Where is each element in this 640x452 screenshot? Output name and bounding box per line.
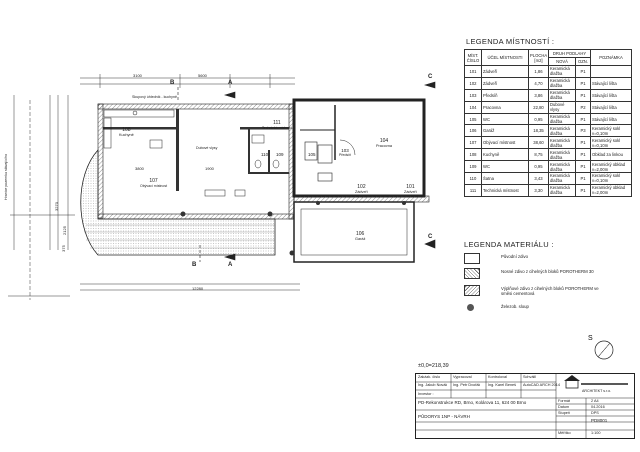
room-cell-num: 110 <box>465 173 482 185</box>
dim-left-1: 3270 <box>53 202 59 211</box>
section-mark-b2: B <box>192 262 197 268</box>
room-cell-note: Stávající lišta <box>591 77 632 89</box>
tb-v2: Ing. Petr Dvořák <box>453 383 481 387</box>
room-label-109: 109 <box>276 152 284 157</box>
material-legend-title: LEGENDA MATERIÁLU : <box>464 240 554 249</box>
room-cell-purpose: WC <box>482 161 529 173</box>
room-cell-note: Keramický obklad v=2,00m <box>591 184 632 196</box>
room-cell-note <box>591 66 632 78</box>
dim-left-3: 375 <box>60 245 66 252</box>
room-cell-area: 1,86 <box>529 66 549 78</box>
room-cell-note: Obklad za linkou <box>591 149 632 161</box>
room-cell-area: 0,95 <box>529 113 549 125</box>
room-cell-purpose: Pracovna <box>482 101 529 113</box>
sanitary-fixtures <box>205 135 279 196</box>
boundary-label: Hranice pozemku stávajícího <box>4 153 8 200</box>
tb-company: ARCHITEKT s.r.o. <box>582 389 612 393</box>
room-cell-floor: Keramická dlažba <box>549 125 576 137</box>
room-label-101: 101 Zádveří <box>404 184 417 194</box>
room-label-107: 107 Obývací místnost <box>140 178 168 188</box>
room-cell-floor: Keramická dlažba <box>549 149 576 161</box>
col-floor-new: NOVÁ <box>549 58 576 66</box>
col-note: POZNÁMKA <box>591 50 632 66</box>
room-legend-row <box>465 184 632 196</box>
room-cell-num: 106 <box>465 125 482 137</box>
room-label-dining: Dubové vlysy <box>196 146 218 150</box>
room-cell-num: 104 <box>465 101 482 113</box>
room-cell-note: Stávající lišta <box>591 113 632 125</box>
room-cell-area: 0,95 <box>529 161 549 173</box>
col-floor-code: OZN. <box>576 58 591 66</box>
room-cell-code: P1 <box>576 161 591 173</box>
section-mark-b1: B <box>170 80 175 86</box>
room-cell-num: 101 <box>465 66 482 78</box>
room-cell-floor: Keramická dlažba <box>549 184 576 196</box>
dim-top-1: 3100 <box>133 73 142 78</box>
room-cell-floor: Keramická dlažba <box>549 77 576 89</box>
room-cell-floor: Keramická dlažba <box>549 66 576 78</box>
room-cell-code: P1 <box>576 173 591 185</box>
tb-h4: Schválil <box>523 375 537 379</box>
room-cell-area: 3,43 <box>529 173 549 185</box>
drawing-sheet: S 108 Kuchyně 111 Technická místnost 107 Obývací místnost Dubové vlysy 110 109 105 103 Předsíň 104 Pracovna 102 Zádveří 101 Zádveří 106 Garáž Skupový úhledník - kuchyně Hranice pozemku stávajícího 12280 3100 5600 3800 1900 3270 2125 375 A A B B C C LEGENDA MÍSTNOSTÍ : MÍST. ČÍSLO ÚČEL MÍSTNOSTI PLOCHA [m2] DRUH PODLAHY POZNÁMKA NOVÁ OZN. 101 Zádveří 1,86 Keramická dlažba P1 102 Zádveří 4,70 Keramická dlažba P1 Stávající lišta 103 Předsíň 3,86 Keramická dlažba P1 Stávající lišta 104 Pracovna 22,80 Dubové vlysy P2 Stávající lišta 105 WC 0,95 Keramická dlažba P1 Stávající lišta 106 Garáž 18,35 Keramická dlažba P3 Keramický sokl v=0,10m 107 Obývací místnost 38,60 Keramická dlažba P1 Keramický sokl v=0,10m 108 Kuchyně 8,75 Keramická dlažba P1 Obklad za linkou 109 WC 0,95 Keramická dlažba P1 Keramický obklad v=2,00m 110 Šatna 3,43 Keramická dlažba P1 Keramický sokl v=0,10m 111 Technická místnost 3,30 Keramická dlažba P1 Keramický obklad v=2,00m LEGENDA MATERIÁLU : Původní zdivo Nosné zdivo z cihelných bloků POROTHERM 30 Výplňové zdivo z cihelných bloků POROTHERM ve směsi cementová Železob. sloup ±0,0=218,39 Zakázk. číslo Vypracoval Kontroloval Schválil Ing. Jakub Novák Ing. Petr Dvořák Ing. Karel Beneš AutoCAD ARCH 2014 ARCHITEKT s.r.o. Investor : PD-Rekonstrukce RD, Brno, Kolárova 11, 624 00 Brno PŮDORYS 1NP - NÁVRH Formát 2 A4 Datum 04.2016 Stupeň DPS PD8001 Měřítko 1:100 <box>0 0 640 452</box>
swatch-column <box>464 303 478 312</box>
room-cell-floor: Keramická dlažba <box>549 173 576 185</box>
room-legend-row <box>465 101 632 113</box>
tb-h2: Vypracoval <box>453 375 472 379</box>
tb-h3: Kontroloval <box>488 375 507 379</box>
room-cell-area: 3,30 <box>529 184 549 196</box>
room-cell-note: Keramický sokl v=0,10m <box>591 125 632 137</box>
room-cell-purpose: Garáž <box>482 125 529 137</box>
room-legend-row <box>465 113 632 125</box>
room-cell-num: 107 <box>465 137 482 149</box>
room-cell-note: Stávající lišta <box>591 89 632 101</box>
tb-date-label: Datum <box>558 405 570 409</box>
room-cell-num: 109 <box>465 161 482 173</box>
tb-v1: Ing. Jakub Novák <box>418 383 448 387</box>
room-cell-floor: Keramická dlažba <box>549 161 576 173</box>
room-cell-num: 103 <box>465 89 482 101</box>
tb-h1: Zakázk. číslo <box>418 375 441 379</box>
room-label-110: 110 <box>261 152 269 157</box>
level-mark: ±0,0=218,39 <box>418 363 449 369</box>
room-cell-note: Keramický sokl v=0,10m <box>591 173 632 185</box>
room-legend-row <box>465 137 632 149</box>
room-cell-code: P1 <box>576 149 591 161</box>
tb-stage: DPS <box>591 411 599 415</box>
dim-total-bottom: 12280 <box>192 286 204 291</box>
room-cell-code: P2 <box>576 101 591 113</box>
room-legend-row <box>465 161 632 173</box>
tb-format: 2 A4 <box>591 399 599 403</box>
tb-project: PD-Rekonstrukce RD, Brno, Kolárova 11, 624 00 Brno <box>418 400 527 405</box>
room-cell-area: 38,60 <box>529 137 549 149</box>
tb-v3: Ing. Karel Beneš <box>488 383 517 387</box>
room-cell-code: P1 <box>576 89 591 101</box>
room-cell-purpose: Obývací místnost <box>482 137 529 149</box>
room-cell-purpose: Šatna <box>482 173 529 185</box>
tb-project-label: Investor : <box>418 392 434 396</box>
room-cell-area: 18,35 <box>529 125 549 137</box>
swatch-existing <box>464 253 480 264</box>
room-label-105: 105 <box>308 152 316 157</box>
room-cell-area: 8,75 <box>529 149 549 161</box>
dim-inner-2: 1900 <box>205 166 214 171</box>
room-cell-num: 105 <box>465 113 482 125</box>
dimension-lines-left <box>8 95 75 300</box>
room-cell-note: Stávající lišta <box>591 101 632 113</box>
room-legend-row <box>465 125 632 137</box>
room-cell-code: P1 <box>576 113 591 125</box>
room-cell-code: P1 <box>576 66 591 78</box>
section-mark-a2: A <box>228 262 233 268</box>
room-cell-note: Keramický sokl v=0,10m <box>591 137 632 149</box>
swatch-load-bearing <box>464 268 480 279</box>
room-cell-area: 3,86 <box>529 89 549 101</box>
swatch-infill <box>464 285 480 296</box>
room-cell-purpose: Kuchyně <box>482 149 529 161</box>
col-floor-group: DRUH PODLAHY <box>549 50 591 58</box>
section-mark-c2: C <box>428 234 433 240</box>
room-cell-purpose: Zádveří <box>482 66 529 78</box>
dim-left-2: 2125 <box>61 226 67 235</box>
room-cell-purpose: Technická místnost <box>482 184 529 196</box>
section-mark-a1: A <box>228 80 233 86</box>
tb-scale-label: Měřítko <box>558 431 571 435</box>
room-label-106: 106 Garáž <box>355 231 366 241</box>
room-label-104: 104 Pracovna <box>376 138 393 148</box>
room-cell-note: Keramický obklad v=2,00m <box>591 161 632 173</box>
col-purpose: ÚČEL MÍSTNOSTI <box>482 50 529 66</box>
room-label-103: 103 Předsíň <box>339 148 352 157</box>
room-cell-num: 102 <box>465 77 482 89</box>
company-logo-icon <box>564 375 628 388</box>
north-arrow-icon <box>588 335 613 359</box>
room-cell-floor: Keramická dlažba <box>549 89 576 101</box>
room-cell-code: P1 <box>576 77 591 89</box>
room-legend-row <box>465 149 632 161</box>
tb-date: 04.2016 <box>591 405 605 409</box>
room-legend-title: LEGENDA MÍSTNOSTÍ : <box>466 37 555 46</box>
dim-inner-1: 3800 <box>135 166 144 171</box>
room-legend-row <box>465 89 632 101</box>
room-cell-code: P3 <box>576 125 591 137</box>
svg-text:S: S <box>588 335 593 342</box>
room-legend-table <box>464 49 632 197</box>
tb-v4: AutoCAD ARCH 2014 <box>523 383 560 387</box>
room-label-102: 102 Zádveří <box>355 184 368 194</box>
room-legend-row <box>465 173 632 185</box>
tb-number: PD8001 <box>591 418 608 423</box>
room-cell-code: P1 <box>576 184 591 196</box>
tb-stage-label: Stupeň <box>558 411 571 415</box>
room-cell-purpose: Předsíň <box>482 89 529 101</box>
room-label-108: 108 Kuchyně <box>119 127 134 137</box>
room-cell-floor: Keramická dlažba <box>549 137 576 149</box>
col-area: PLOCHA [m2] <box>529 50 549 66</box>
corridor-label: Skupový úhledník - kuchyně <box>132 95 177 99</box>
room-cell-floor: Dubové vlysy <box>549 101 576 113</box>
col-num: MÍST. ČÍSLO <box>465 50 482 66</box>
room-cell-code: P1 <box>576 137 591 149</box>
tb-format-label: Formát <box>558 399 571 403</box>
room-cell-purpose: WC <box>482 113 529 125</box>
room-cell-floor: Keramická dlažba <box>549 113 576 125</box>
room-cell-area: 22,80 <box>529 101 549 113</box>
room-cell-num: 108 <box>465 149 482 161</box>
room-label-111: 111 Technická místnost <box>262 120 292 130</box>
room-cell-purpose: Zádveří <box>482 77 529 89</box>
dim-top-2: 5600 <box>198 73 207 78</box>
room-cell-num: 111 <box>465 184 482 196</box>
tb-scale: 1:100 <box>591 431 601 435</box>
room-legend-row <box>465 66 632 78</box>
tb-content: PŮDORYS 1NP - NÁVRH <box>418 414 470 419</box>
room-legend-row <box>465 77 632 89</box>
section-mark-c1: C <box>428 74 433 80</box>
title-block <box>415 373 635 439</box>
room-cell-area: 4,70 <box>529 77 549 89</box>
